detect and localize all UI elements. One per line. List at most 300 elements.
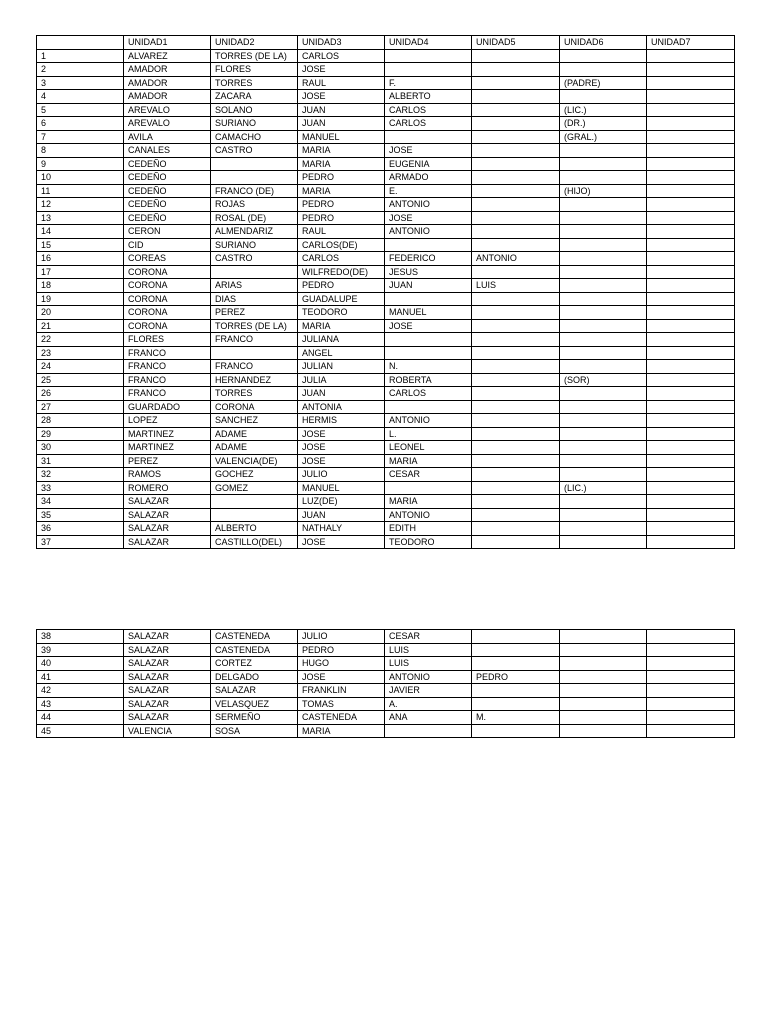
row-number-cell: 23 <box>37 346 124 360</box>
table-cell <box>472 103 560 117</box>
row-number-cell: 43 <box>37 697 124 711</box>
table-cell <box>560 508 647 522</box>
table-row <box>37 63 735 77</box>
table-cell: MARIA <box>298 157 385 171</box>
table-cell <box>560 427 647 441</box>
table-row <box>37 144 735 158</box>
table-cell <box>472 400 560 414</box>
table-cell <box>385 346 472 360</box>
table-cell: CASTENEDA <box>298 711 385 725</box>
table-cell <box>472 265 560 279</box>
table-cell: EDITH <box>385 522 472 536</box>
table-cell: FRANCO <box>211 333 298 347</box>
table-cell <box>647 130 735 144</box>
table-row <box>37 387 735 401</box>
table-cell: AVILA <box>124 130 211 144</box>
table-cell: CORTEZ <box>211 657 298 671</box>
table-cell <box>647 373 735 387</box>
table-cell <box>647 400 735 414</box>
table-cell <box>385 49 472 63</box>
table-cell <box>472 238 560 252</box>
table-cell: MARIA <box>298 319 385 333</box>
table-cell: MARIA <box>298 184 385 198</box>
row-number-cell: 16 <box>37 252 124 266</box>
table-cell: UNIDAD3 <box>298 36 385 50</box>
row-number-cell: 18 <box>37 279 124 293</box>
table-cell <box>472 211 560 225</box>
table-row <box>37 400 735 414</box>
table-cell: UNIDAD5 <box>472 36 560 50</box>
row-number-cell: 32 <box>37 468 124 482</box>
table-cell: TORRES <box>211 76 298 90</box>
table-cell: ANTONIO <box>385 508 472 522</box>
table-cell: JULIAN <box>298 360 385 374</box>
table-cell <box>560 657 647 671</box>
names-table-bottom <box>36 629 735 738</box>
table-cell: LOPEZ <box>124 414 211 428</box>
table-cell: JUAN <box>298 103 385 117</box>
table-cell <box>647 171 735 185</box>
table-cell: GOCHEZ <box>211 468 298 482</box>
table-cell: CASTRO <box>211 144 298 158</box>
table-cell <box>647 697 735 711</box>
table-cell: FLORES <box>211 63 298 77</box>
table-cell <box>385 724 472 738</box>
table-cell: CORONA <box>124 279 211 293</box>
table-row <box>37 76 735 90</box>
table-cell <box>560 90 647 104</box>
table-cell: E. <box>385 184 472 198</box>
table-cell <box>560 630 647 644</box>
table-row <box>37 333 735 347</box>
row-number-cell: 17 <box>37 265 124 279</box>
table-cell: ADAME <box>211 427 298 441</box>
table-row <box>37 684 735 698</box>
table-cell: CARLOS <box>298 49 385 63</box>
table-cell <box>647 724 735 738</box>
table-row <box>37 346 735 360</box>
table-row <box>37 414 735 428</box>
table-cell: (GRAL.) <box>560 130 647 144</box>
table-cell: M. <box>472 711 560 725</box>
table-cell <box>385 481 472 495</box>
table-cell: MARIA <box>385 495 472 509</box>
table-cell: PEDRO <box>298 279 385 293</box>
table-cell: F. <box>385 76 472 90</box>
table-cell: VALENCIA <box>124 724 211 738</box>
table-cell <box>560 319 647 333</box>
table-cell <box>647 630 735 644</box>
table-cell: ROJAS <box>211 198 298 212</box>
table-cell: RAUL <box>298 225 385 239</box>
table-cell: DELGADO <box>211 670 298 684</box>
table-cell <box>647 279 735 293</box>
table-cell: JOSE <box>298 63 385 77</box>
table-cell <box>472 130 560 144</box>
table-cell <box>472 508 560 522</box>
table-cell <box>560 225 647 239</box>
table-cell: SALAZAR <box>124 630 211 644</box>
table-cell <box>560 63 647 77</box>
table-cell: SURIANO <box>211 238 298 252</box>
table-cell: PEDRO <box>298 211 385 225</box>
table-cell: COREAS <box>124 252 211 266</box>
table-cell <box>472 333 560 347</box>
table-row <box>37 130 735 144</box>
table-cell: (PADRE) <box>560 76 647 90</box>
table-cell <box>472 144 560 158</box>
table-cell <box>472 535 560 549</box>
table-cell: JULIA <box>298 373 385 387</box>
table-cell: FEDERICO <box>385 252 472 266</box>
table-cell: CASTENEDA <box>211 643 298 657</box>
row-number-cell: 34 <box>37 495 124 509</box>
table-cell <box>647 333 735 347</box>
table-cell: ANTONIA <box>298 400 385 414</box>
table-cell <box>560 400 647 414</box>
table-cell: ARMADO <box>385 171 472 185</box>
row-number-cell: 24 <box>37 360 124 374</box>
table-cell: MARTINEZ <box>124 441 211 455</box>
table-cell: ADAME <box>211 441 298 455</box>
table-cell <box>647 684 735 698</box>
table-cell: CARLOS <box>385 117 472 131</box>
table-cell: AMADOR <box>124 76 211 90</box>
table-cell <box>560 306 647 320</box>
table-cell: CORONA <box>124 319 211 333</box>
table-cell: JULIO <box>298 468 385 482</box>
table-cell: TORRES (DE LA) <box>211 49 298 63</box>
table-cell <box>560 279 647 293</box>
table-cell <box>560 211 647 225</box>
table-cell <box>472 441 560 455</box>
table-cell <box>560 684 647 698</box>
table-cell: ROMERO <box>124 481 211 495</box>
table-cell: CARLOS <box>298 252 385 266</box>
table-cell: SANCHEZ <box>211 414 298 428</box>
table-cell <box>647 657 735 671</box>
table-cell: PEDRO <box>298 171 385 185</box>
table-cell: MARIA <box>298 724 385 738</box>
table-cell: FRANCO <box>124 346 211 360</box>
table-cell <box>472 630 560 644</box>
table-cell: MANUEL <box>385 306 472 320</box>
table-row <box>37 198 735 212</box>
table-cell: UNIDAD1 <box>124 36 211 50</box>
table-cell <box>560 171 647 185</box>
table-cell <box>211 265 298 279</box>
table-cell: SALAZAR <box>211 684 298 698</box>
row-number-cell: 4 <box>37 90 124 104</box>
table-cell: JOSE <box>298 427 385 441</box>
table-cell <box>560 495 647 509</box>
table-cell <box>647 63 735 77</box>
table-cell <box>560 454 647 468</box>
table-row <box>37 184 735 198</box>
table-cell: CARLOS <box>385 103 472 117</box>
table-cell: SOSA <box>211 724 298 738</box>
table-row <box>37 711 735 725</box>
table-cell <box>647 454 735 468</box>
row-number-cell: 6 <box>37 117 124 131</box>
table-cell: HUGO <box>298 657 385 671</box>
table-row <box>37 657 735 671</box>
table-cell: (SOR) <box>560 373 647 387</box>
table-cell <box>560 49 647 63</box>
table-cell: ROBERTA <box>385 373 472 387</box>
table-cell <box>647 211 735 225</box>
table-cell: RAUL <box>298 76 385 90</box>
table-cell <box>647 103 735 117</box>
table-cell: L. <box>385 427 472 441</box>
table-cell: WILFREDO(DE) <box>298 265 385 279</box>
table-cell: MARIA <box>298 144 385 158</box>
table-cell <box>647 198 735 212</box>
table-row <box>37 117 735 131</box>
table-cell: CID <box>124 238 211 252</box>
table-cell <box>472 724 560 738</box>
table-cell: SERMEÑO <box>211 711 298 725</box>
table-cell <box>560 441 647 455</box>
row-number-cell: 35 <box>37 508 124 522</box>
table-cell: LUIS <box>385 643 472 657</box>
table-cell <box>472 49 560 63</box>
table-cell <box>560 643 647 657</box>
table-cell <box>647 441 735 455</box>
table-cell <box>472 414 560 428</box>
table-row <box>37 427 735 441</box>
table-row <box>37 481 735 495</box>
table-cell: (HIJO) <box>560 184 647 198</box>
table-cell <box>472 292 560 306</box>
table-cell <box>647 643 735 657</box>
table-row <box>37 454 735 468</box>
table-cell: LUZ(DE) <box>298 495 385 509</box>
table-cell: GOMEZ <box>211 481 298 495</box>
row-number-cell: 13 <box>37 211 124 225</box>
table-cell: ALBERTO <box>385 90 472 104</box>
table-cell <box>472 657 560 671</box>
table-cell: MARTINEZ <box>124 427 211 441</box>
table-cell <box>560 265 647 279</box>
table-row <box>37 441 735 455</box>
table-cell <box>560 387 647 401</box>
table-cell <box>560 711 647 725</box>
table-cell <box>560 198 647 212</box>
table-cell <box>211 508 298 522</box>
table-cell <box>647 508 735 522</box>
table-cell <box>472 171 560 185</box>
row-number-cell: 20 <box>37 306 124 320</box>
table-cell: UNIDAD4 <box>385 36 472 50</box>
table-cell: SURIANO <box>211 117 298 131</box>
table-row <box>37 670 735 684</box>
table-cell <box>472 468 560 482</box>
table-cell <box>385 130 472 144</box>
table-cell: ALVAREZ <box>124 49 211 63</box>
table-cell: UNIDAD2 <box>211 36 298 50</box>
names-table-top <box>36 35 735 549</box>
table-cell: JUAN <box>385 279 472 293</box>
table-cell <box>647 76 735 90</box>
table-cell: GUADALUPE <box>298 292 385 306</box>
row-number-cell: 19 <box>37 292 124 306</box>
table-cell: ANTONIO <box>472 252 560 266</box>
table-cell <box>647 414 735 428</box>
table-row <box>37 468 735 482</box>
table-cell <box>472 157 560 171</box>
table-cell: LUIS <box>472 279 560 293</box>
table-cell: JOSE <box>385 144 472 158</box>
table-cell: ALBERTO <box>211 522 298 536</box>
table-cell: CERON <box>124 225 211 239</box>
table-row <box>37 630 735 644</box>
table-cell: SALAZAR <box>124 535 211 549</box>
table-cell <box>472 319 560 333</box>
table-cell <box>472 63 560 77</box>
table-cell <box>472 387 560 401</box>
table-cell: FLORES <box>124 333 211 347</box>
table-cell: JOSE <box>298 535 385 549</box>
table-cell: (DR.) <box>560 117 647 131</box>
table-cell: SALAZAR <box>124 522 211 536</box>
table-cell <box>647 535 735 549</box>
row-number-cell: 29 <box>37 427 124 441</box>
row-number-cell <box>37 36 124 50</box>
table-cell: FRANCO <box>124 387 211 401</box>
table-cell: ARIAS <box>211 279 298 293</box>
table-cell: PEDRO <box>298 198 385 212</box>
table-cell <box>560 292 647 306</box>
table-row <box>37 211 735 225</box>
table-cell <box>647 387 735 401</box>
table-cell <box>472 697 560 711</box>
table-cell: JOSE <box>298 670 385 684</box>
table-cell: FRANCO <box>211 360 298 374</box>
table-cell: CEDEÑO <box>124 157 211 171</box>
table-cell: ANA <box>385 711 472 725</box>
table-row <box>37 157 735 171</box>
table-cell <box>472 481 560 495</box>
table-cell: (LIC.) <box>560 103 647 117</box>
row-number-cell: 2 <box>37 63 124 77</box>
row-number-cell: 26 <box>37 387 124 401</box>
row-number-cell: 10 <box>37 171 124 185</box>
row-number-cell: 11 <box>37 184 124 198</box>
table-cell: HERNANDEZ <box>211 373 298 387</box>
table-cell: TORRES <box>211 387 298 401</box>
table-cell <box>647 225 735 239</box>
row-number-cell: 44 <box>37 711 124 725</box>
table-cell: JOSE <box>298 454 385 468</box>
table-cell <box>385 400 472 414</box>
table-cell: CORONA <box>124 265 211 279</box>
table-cell <box>647 49 735 63</box>
table-cell: CEDEÑO <box>124 198 211 212</box>
table-cell: SOLANO <box>211 103 298 117</box>
table-cell <box>560 238 647 252</box>
table-cell: UNIDAD7 <box>647 36 735 50</box>
table-cell: AMADOR <box>124 63 211 77</box>
table-cell: VALENCIA(DE) <box>211 454 298 468</box>
table-cell: PEREZ <box>211 306 298 320</box>
table-cell: ZACARA <box>211 90 298 104</box>
table-cell: TORRES (DE LA) <box>211 319 298 333</box>
table-cell: LUIS <box>385 657 472 671</box>
table-cell: GUARDADO <box>124 400 211 414</box>
table-cell: MANUEL <box>298 481 385 495</box>
row-number-cell: 28 <box>37 414 124 428</box>
table-row <box>37 49 735 63</box>
table-cell: SALAZAR <box>124 684 211 698</box>
table-cell <box>560 724 647 738</box>
table-row <box>37 495 735 509</box>
table-cell: JUAN <box>298 117 385 131</box>
table-row <box>37 238 735 252</box>
table-cell: LEONEL <box>385 441 472 455</box>
row-number-cell: 25 <box>37 373 124 387</box>
table-cell: VELASQUEZ <box>211 697 298 711</box>
table-cell <box>472 643 560 657</box>
table-cell: AREVALO <box>124 117 211 131</box>
table-cell <box>472 454 560 468</box>
table-row <box>37 373 735 387</box>
row-number-cell: 31 <box>37 454 124 468</box>
table-cell <box>647 481 735 495</box>
row-number-cell: 21 <box>37 319 124 333</box>
table-cell <box>472 684 560 698</box>
table-cell: ANTONIO <box>385 198 472 212</box>
table-row <box>37 292 735 306</box>
row-number-cell: 45 <box>37 724 124 738</box>
table-cell: TEODORO <box>298 306 385 320</box>
table-cell: AMADOR <box>124 90 211 104</box>
table-cell <box>647 252 735 266</box>
table-row <box>37 508 735 522</box>
table-cell: FRANCO <box>124 373 211 387</box>
table-cell <box>560 252 647 266</box>
table-cell <box>560 360 647 374</box>
table-cell <box>472 522 560 536</box>
row-number-cell: 1 <box>37 49 124 63</box>
table-cell <box>647 306 735 320</box>
table-cell: JAVIER <box>385 684 472 698</box>
table-cell <box>647 265 735 279</box>
table-row <box>37 279 735 293</box>
table-cell <box>472 427 560 441</box>
table-cell: A. <box>385 697 472 711</box>
table-row <box>37 103 735 117</box>
table-cell <box>647 117 735 131</box>
table-cell <box>647 711 735 725</box>
table-row <box>37 90 735 104</box>
table-cell <box>385 292 472 306</box>
table-cell <box>647 670 735 684</box>
table-cell <box>472 360 560 374</box>
table-cell <box>647 90 735 104</box>
table-cell: CEDEÑO <box>124 184 211 198</box>
table-cell <box>472 306 560 320</box>
row-number-cell: 12 <box>37 198 124 212</box>
row-number-cell: 40 <box>37 657 124 671</box>
table-cell: CASTENEDA <box>211 630 298 644</box>
table-cell: SALAZAR <box>124 643 211 657</box>
table-cell: CEDEÑO <box>124 171 211 185</box>
row-number-cell: 27 <box>37 400 124 414</box>
row-number-cell: 38 <box>37 630 124 644</box>
row-number-cell: 22 <box>37 333 124 347</box>
table-cell <box>385 238 472 252</box>
